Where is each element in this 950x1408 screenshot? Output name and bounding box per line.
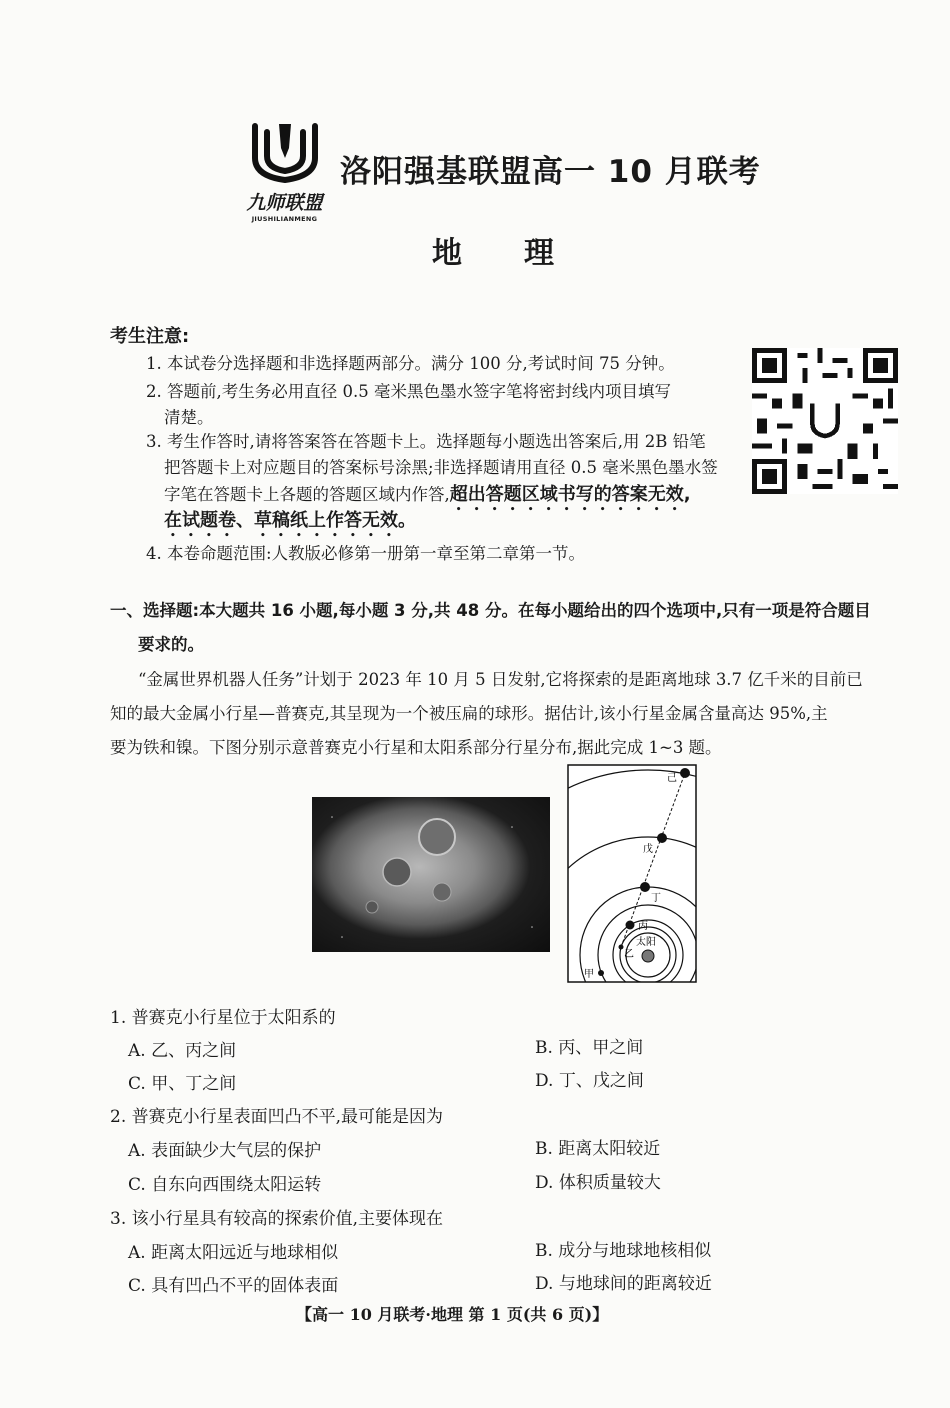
label-bing: 丙	[638, 921, 648, 932]
passage-line: “金属世界机器人任务”计划于 2023 年 10 月 5 日发射,它将探索的是距离地球 3.7 亿千米的目前已	[138, 670, 863, 689]
logo-name-cn: 九师联盟	[246, 192, 323, 214]
label-sun: 太阳	[636, 937, 656, 948]
notice-item: 1. 本试卷分选择题和非选择题两部分。满分 100 分,考试时间 75 分钟。	[146, 354, 675, 373]
label-yi: 乙	[624, 949, 634, 960]
option[interactable]: D. 体积质量较大	[535, 1173, 661, 1193]
notice-item: 2. 答题前,考生务必用直径 0.5 毫米黑色墨水签字笔将密封线内项目填写	[146, 382, 671, 401]
section-heading-cont: 要求的。	[138, 635, 204, 654]
option[interactable]: C. 甲、丁之间	[128, 1074, 237, 1094]
question-stem: 3. 该小行星具有较高的探索价值,主要体现在	[110, 1209, 444, 1229]
question-stem: 2. 普赛克小行星表面凹凸不平,最可能是因为	[110, 1107, 444, 1127]
planet-yi	[619, 945, 624, 950]
notice-heading: 考生注意:	[110, 326, 190, 347]
planet-jia	[598, 970, 604, 976]
section-heading: 一、选择题:本大题共 16 小题,每小题 3 分,共 48 分。在每小题给出的四个选项中,只有一项是符合题目	[110, 601, 871, 620]
sun-icon	[642, 950, 654, 962]
asteroid-psyche-photo	[312, 797, 550, 952]
label-wu: 戊	[643, 844, 653, 855]
option[interactable]: B. 丙、甲之间	[535, 1038, 644, 1058]
option[interactable]: B. 距离太阳较近	[535, 1139, 661, 1159]
notice-item: 把答题卡上对应题目的答案标号涂黑;非选择题请用直径 0.5 毫米黑色墨水签	[164, 458, 718, 477]
passage-line: 知的最大金属小行星—普赛克,其呈现为一个被压扁的球形。据估计,该小行星金属含量高达 95%,主	[110, 704, 828, 723]
planet-wu	[657, 833, 667, 843]
notice-item: 3. 考生作答时,请将答案答在答题卡上。选择题每小题选出答案后,用 2B 铅笔	[146, 432, 706, 451]
label-jia: 甲	[584, 969, 594, 980]
planet-ding	[640, 882, 650, 892]
notice-item	[164, 506, 416, 541]
notice-emphasis: 在试题卷、草稿纸上作答无效。	[164, 510, 416, 531]
option[interactable]: A. 乙、丙之间	[128, 1041, 237, 1061]
subject-title: 地理	[432, 236, 616, 271]
asteroid-craters-icon	[312, 797, 550, 952]
label-ding: 丁	[651, 893, 661, 904]
qr-code[interactable]	[752, 347, 898, 495]
qr-code-icon	[752, 347, 898, 495]
question-stem: 1. 普赛克小行星位于太阳系的	[110, 1008, 336, 1028]
option[interactable]: C. 具有凹凸不平的固体表面	[128, 1276, 339, 1296]
label-ji: 己	[667, 773, 677, 784]
option[interactable]: C. 自东向西围绕太阳运转	[128, 1175, 322, 1195]
planet-ji	[680, 768, 690, 778]
option[interactable]: D. 丁、戊之间	[535, 1071, 644, 1091]
notice-emphasis: 超出答题区域书写的答案无效,	[449, 484, 691, 505]
notice-item: 清楚。	[164, 408, 214, 427]
publisher-logo	[232, 118, 337, 226]
passage-line: 要为铁和镍。下图分别示意普赛克小行星和太阳系部分行星分布,据此完成 1~3 题。	[110, 738, 722, 757]
exam-title: 洛阳强基联盟高一 10 月联考	[340, 154, 761, 190]
option[interactable]: D. 与地球间的距离较近	[535, 1274, 712, 1294]
planet-bing	[626, 921, 635, 930]
option[interactable]: A. 距离太阳远近与地球相似	[128, 1243, 339, 1263]
option[interactable]: B. 成分与地球地核相似	[535, 1241, 712, 1261]
option[interactable]: A. 表面缺少大气层的保护	[128, 1141, 322, 1161]
logo-emblem-icon	[245, 118, 325, 188]
solar-system-diagram	[560, 760, 710, 990]
notice-item: 4. 本卷命题范围:人教版必修第一册第一章至第二章第一节。	[146, 544, 586, 563]
notice-text: 字笔在答题卡上各题的答题区域内作答,	[164, 485, 450, 504]
page-footer: 【高一 10 月联考·地理 第 1 页(共 6 页)】	[296, 1305, 609, 1324]
logo-name-en: JIUSHILIANMENG	[251, 215, 318, 223]
